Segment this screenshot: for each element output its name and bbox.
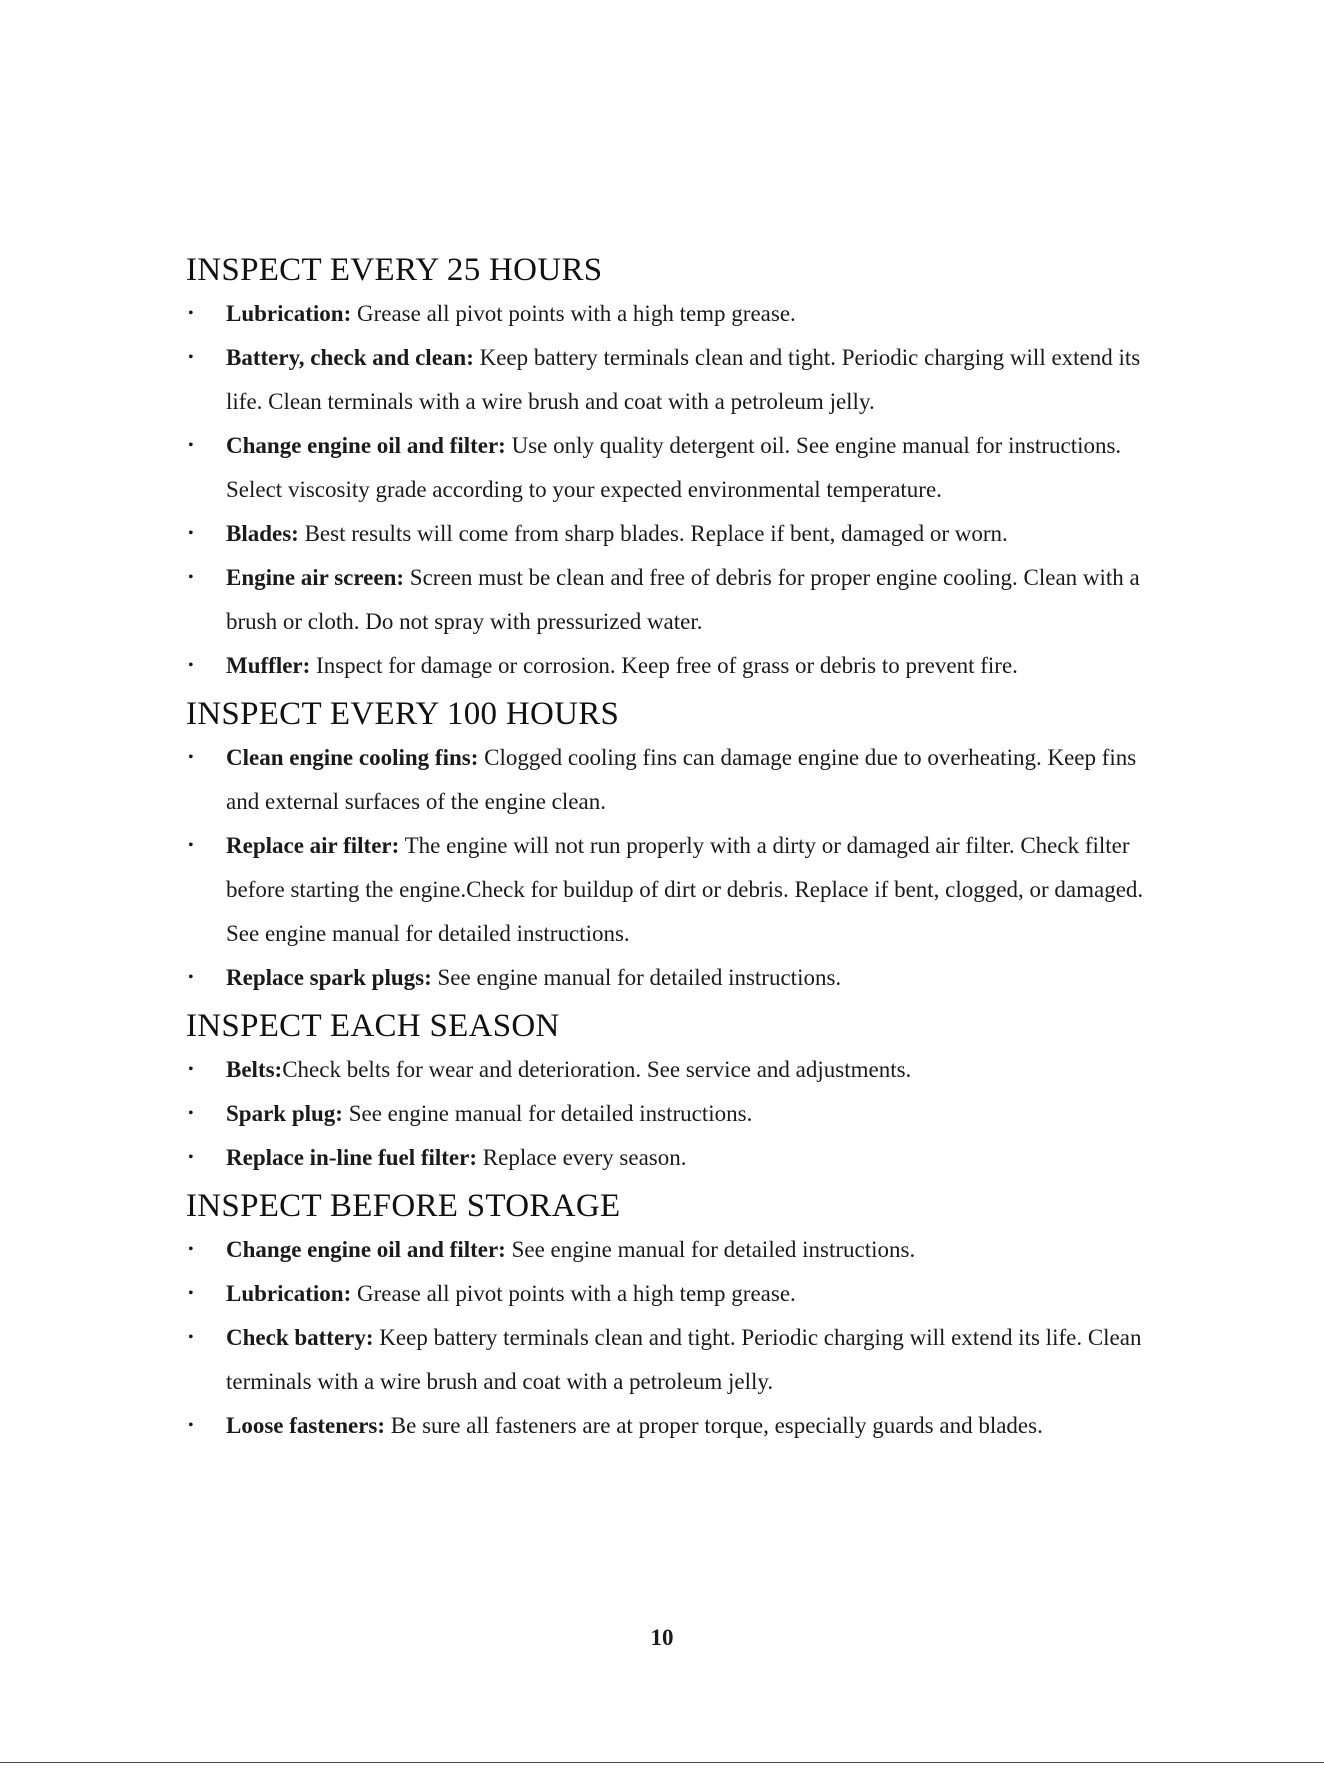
bullet-icon: •: [188, 525, 194, 542]
list-item: [186, 1272, 1146, 1316]
item-text: Best results will come from sharp blades. Replace if bent, damaged or worn.: [298, 521, 1008, 546]
item-label: Clean engine cooling fins:: [226, 745, 479, 770]
item-text: Grease all pivot points with a high temp grease.: [351, 301, 796, 326]
bullet-icon: •: [188, 349, 194, 366]
item-text: See engine manual for detailed instructions.: [342, 1101, 753, 1126]
item-label: Change engine oil and filter:: [226, 1237, 506, 1262]
bullet-icon: •: [188, 1285, 194, 1302]
item-text: Clogged cooling fins can damage engine due to overheating. Keep fins and external surfaces of the engine clean.: [226, 745, 1137, 814]
list-item: [186, 336, 1146, 424]
item-label: Belts:: [226, 1057, 283, 1082]
bullet-icon: •: [188, 749, 194, 766]
list-item: [186, 556, 1146, 644]
item-text: See engine manual for detailed instructions.: [505, 1237, 916, 1262]
bullet-icon: •: [188, 1417, 194, 1434]
section-list-100-hours: [186, 736, 1146, 1000]
page-number: 10: [650, 1625, 674, 1650]
maintenance-content: [186, 248, 1146, 1448]
bullet-icon: •: [188, 1241, 194, 1258]
list-item: [186, 644, 1146, 688]
bullet-icon: •: [188, 437, 194, 454]
list-item: [186, 956, 1146, 1000]
bullet-icon: •: [188, 969, 194, 986]
bullet-icon: •: [188, 1105, 194, 1122]
bullet-icon: •: [188, 657, 194, 674]
item-text: Use only quality detergent oil. See engine manual for instructions. Select viscosity grade according to your expected environmental temperature.: [226, 433, 1122, 502]
item-label: Lubrication:: [226, 1281, 352, 1306]
list-item: [186, 1228, 1146, 1272]
item-text: Screen must be clean and free of debris for proper engine cooling. Clean with a brush or cloth. Do not spray with pressurized water.: [226, 565, 1140, 634]
bullet-icon: •: [188, 569, 194, 586]
item-label: Blades:: [226, 521, 299, 546]
section-list-each-season: [186, 1048, 1146, 1180]
list-item: [186, 512, 1146, 556]
item-label: Muffler:: [226, 653, 311, 678]
list-item: [186, 1136, 1146, 1180]
item-label: Spark plug:: [226, 1101, 343, 1126]
list-item: [186, 1048, 1146, 1092]
bullet-icon: •: [188, 305, 194, 322]
item-label: Engine air screen:: [226, 565, 405, 590]
list-item: [186, 1316, 1146, 1404]
list-item: [186, 736, 1146, 824]
section-heading-100-hours: INSPECT EVERY 100 HOURS: [186, 696, 620, 732]
section-heading-25-hours: INSPECT EVERY 25 HOURS: [186, 252, 603, 288]
bullet-icon: •: [188, 837, 194, 854]
item-label: Replace in-line fuel filter:: [226, 1145, 478, 1170]
bullet-icon: •: [188, 1149, 194, 1166]
item-text: Keep battery terminals clean and tight. Periodic charging will extend its life. Clean terminals with a wire brush and coat with a petroleum jelly.: [226, 345, 1141, 414]
section-heading-before-storage: INSPECT BEFORE STORAGE: [186, 1188, 621, 1224]
item-text: Be sure all fasteners are at proper torque, especially guards and blades.: [385, 1413, 1043, 1438]
item-label: Loose fasteners:: [226, 1413, 386, 1438]
item-text: Check belts for wear and deterioration. See service and adjustments.: [282, 1057, 912, 1082]
item-label: Change engine oil and filter:: [226, 433, 506, 458]
item-text: See engine manual for detailed instructions.: [431, 965, 842, 990]
list-item: [186, 292, 1146, 336]
item-text: Grease all pivot points with a high temp grease.: [351, 1281, 796, 1306]
item-label: Replace air filter:: [226, 833, 400, 858]
page-bottom-edge: [0, 1762, 1324, 1763]
list-item: [186, 824, 1146, 956]
bullet-icon: •: [188, 1329, 194, 1346]
bullet-icon: •: [188, 1061, 194, 1078]
section-list-before-storage: [186, 1228, 1146, 1448]
list-item: [186, 1404, 1146, 1448]
section-heading-each-season: INSPECT EACH SEASON: [186, 1008, 560, 1044]
item-label: Check battery:: [226, 1325, 374, 1350]
section-list-25-hours: [186, 292, 1146, 688]
item-label: Replace spark plugs:: [226, 965, 432, 990]
item-text: Keep battery terminals clean and tight. Periodic charging will extend its life. Clean terminals with a wire brush and coat with a petroleum jelly.: [226, 1325, 1142, 1394]
item-text: Inspect for damage or corrosion. Keep free of grass or debris to prevent fire.: [310, 653, 1018, 678]
list-item: [186, 1092, 1146, 1136]
item-text: The engine will not run properly with a dirty or damaged air filter. Check filter before starting the engine.Check for buildup of dirt or debris. Replace if bent, clogged, or damaged. See engine manual for detailed instructions.: [226, 833, 1144, 946]
list-item: [186, 424, 1146, 512]
item-text: Replace every season.: [477, 1145, 687, 1170]
item-label: Battery, check and clean:: [226, 345, 474, 370]
item-label: Lubrication:: [226, 301, 352, 326]
